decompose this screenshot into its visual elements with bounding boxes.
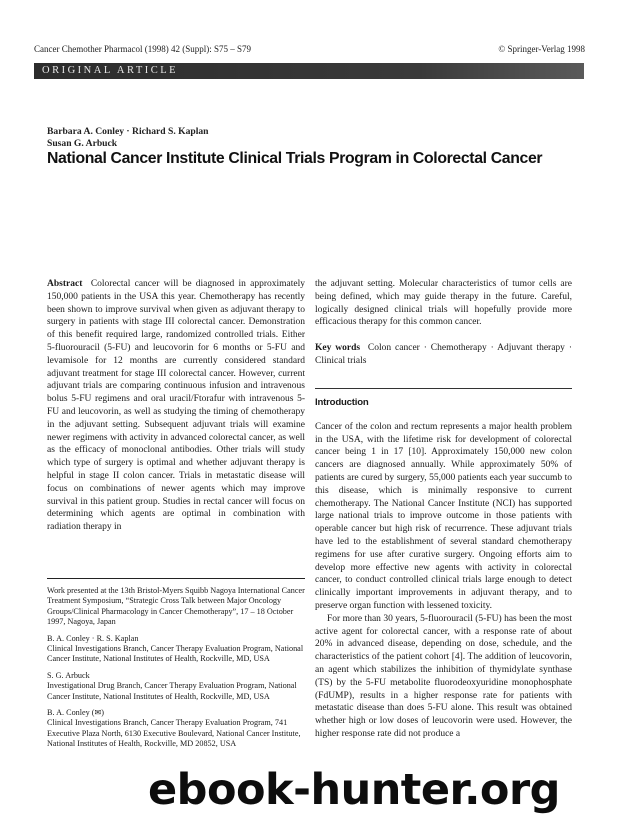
article-type-label: ORIGINAL ARTICLE [42,65,179,76]
affiliation-1 [47,634,305,665]
introduction-heading: Introduction [315,396,369,408]
affiliation-1-names: B. A. Conley · R. S. Kaplan [47,633,139,643]
watermark: ebook-hunter.org [148,765,560,815]
section-divider [315,388,572,389]
correspondence-text: Clinical Investigations Branch, Cancer Therapy Evaluation Program, 741 Executive Plaza North, 6130 Executive Boulevard, National Cancer Institute, National Institutes of Health, Rockville, MD 20852, USA [47,718,301,749]
footnotes [47,578,305,756]
journal-reference: Cancer Chemother Pharmacol (1998) 42 (Suppl): S75 – S79 [34,44,251,54]
article-type-banner [34,63,584,79]
correspondence-names: B. A. Conley ( [47,708,95,718]
publisher-copyright: © Springer-Verlag 1998 [498,44,585,54]
affiliation-1-text: Clinical Investigations Branch, Cancer Therapy Evaluation Program, National Cancer Institute, National Institutes of Health, Rockville, MD, USA [47,644,304,664]
article-title: National Cancer Institute Clinical Trials Program in Colorectal Cancer [47,150,543,167]
author-line-2: Susan G. Arbuck [47,138,118,149]
presentation-note: Work presented at the 13th Bristol-Myers Squibb Nagoya International Cancer Treatment Symposium, “Strategic Cross Talk between Major Oncology Groups/Clinical Pharmacology in Cancer Chemotherapy”, 17 – 18 October 1997, Nagoya, Japan [47,586,305,627]
affiliation-2-names: S. G. Arbuck [47,670,90,680]
envelope-icon: ✉ [94,708,102,718]
keywords-label: Key words [315,343,361,354]
left-column [47,278,305,534]
correspondence-close: ) [101,708,104,718]
footnote-rule [47,578,305,579]
abstract-continued: the adjuvant setting. Molecular characteristics of tumor cells are being defined, which may guide therapy in the future. Careful, logically designed clinical trials will hopefully provide more efficacious therapy for this common cancer. [315,279,572,328]
introduction-paragraph-2: For more than 30 years, 5-fluorouracil (5-FU) has been the most active agent for colorectal cancer, with a response rate of about 20% in advanced disease, depending on dose, schedule, and the characteristics of the patient cohort [4]. The addition of leucovorin, an agent which stabilizes the inhibition of thymidylate synthase (TS) by the 5-FU metabolite fluorodeoxyuridine monophosphate (FdUMP), results in a higher response rate for patients with metastatic disease than does 5-FU alone. This result was obtained whether high or low doses of leucovorin were used. However, the higher response rate did not produce a [315,613,572,739]
affiliation-2 [47,671,305,702]
author-line-1: Barbara A. Conley · Richard S. Kaplan [47,126,209,137]
affiliation-2-text: Investigational Drug Branch, Cancer Therapy Evaluation Program, National Cancer Institute, National Institutes of Health, Rockville, MD, USA [47,681,297,701]
keywords [315,342,572,368]
right-column [315,278,572,741]
abstract-label: Abstract [47,279,83,289]
introduction-paragraph-1: Cancer of the colon and rectum represents a major health problem in the USA, with the lifetime risk for development of colorectal cancer being 1 in 17 [10]. Approximately 150,000 new colon cancers are diagnosed annually. While approximately 50% of patients are cured by surgery, 55,000 patients each year succumb to this disease, which is minimally responsive to current chemotherapy. The National Cancer Institute (NCI) has supported large national trials to improve outcome in those patients with operable cancer but high risk of recurrence. These adjuvant trials have led to the establishment of several standard chemotherapy regimens for use after curative surgery. Ongoing efforts aim to develop more effective new agents with activity in colorectal cancer, to conduct controlled clinical trials large enough to detect clinically important improvements in adjuvant therapy, and to preserve organ function with lessened toxicity. [315,421,572,611]
correspondence [47,708,305,750]
abstract-paragraph [47,278,305,534]
abstract-text: Colorectal cancer will be diagnosed in approximately 150,000 patients in the USA this year. Chemotherapy has recently been shown to improve survival when given as adjuvant therapy to surgery in patients with stage III colorectal cancer. Demonstration of this benefit required large, randomized controlled trials. Either 5-fluorouracil (5-FU) and leucovorin for 6 months or 5-FU and levamisole for 12 months are currently considered standard adjuvant treatment for stage III colorectal cancer. However, current adjuvant trials are comparing continuous infusion and intravenous bolus 5-FU regimens and oral uracil/Ftorafur with intravenous 5-FU and leucovorin, as well as studying the timing of chemotherapy in the adjuvant setting. Subsequent adjuvant trials will examine newer regimens with activity in advanced colorectal cancer, as well as the efficacy of monoclonal antibodies. Other trials will study which type of surgery is optimal and whether adjuvant therapy is helpful in stage II colon cancer. Trials in metastatic disease will focus on combinations of newer agents which may improve survival in this patient group. Studies in rectal cancer will focus on determining which agents are optimal in combination with radiation therapy in [47,279,306,533]
keywords-text: Colon cancer · Chemotherapy · Adjuvant therapy · Clinical trials [315,343,573,366]
